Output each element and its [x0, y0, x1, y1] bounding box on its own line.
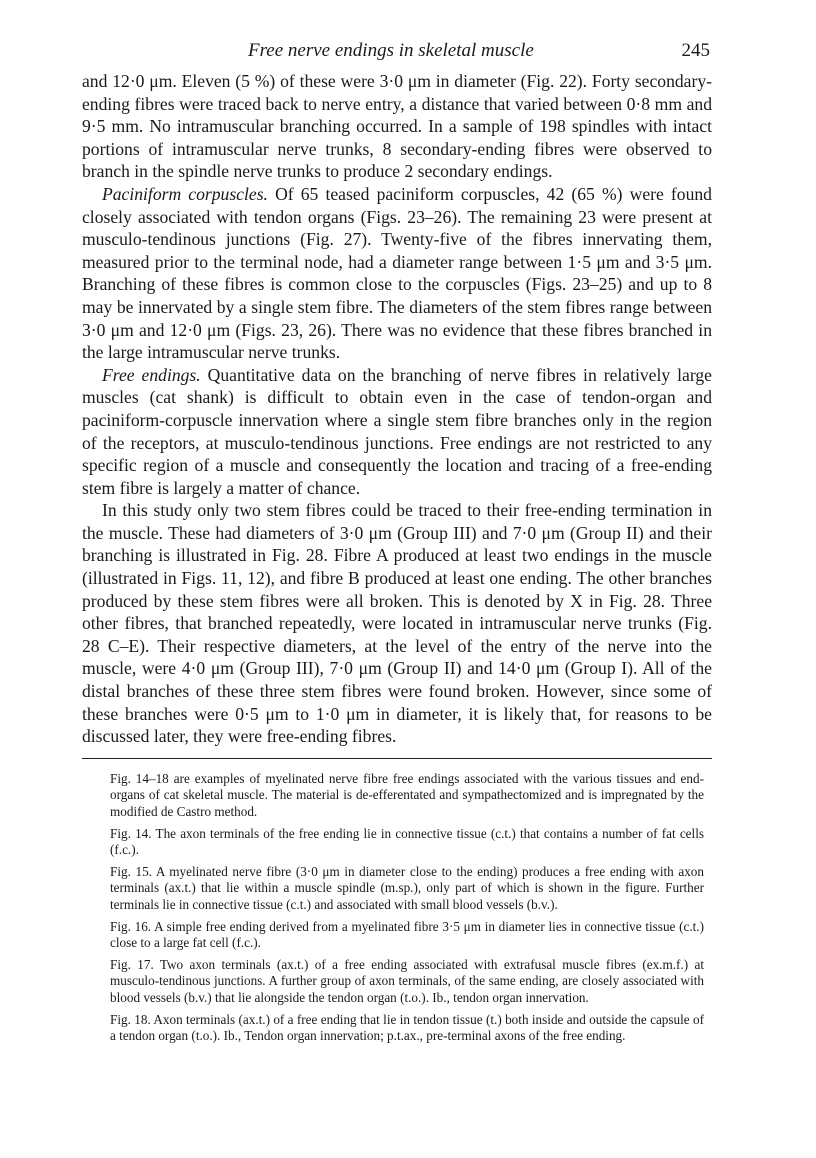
caption-fig-18: Fig. 18. Axon terminals (ax.t.) of a free ending that lie in tendon tissue (t.) both inside and outside the capsule of a tendon organ (t.o.). Ib., Tendon organ innervation; p.t.ax., pre-terminal axons of the free ending. [110, 1011, 704, 1044]
caption-fig-16: Fig. 16. A simple free ending derived from a myelinated fibre 3·5 μm in diameter lies in connective tissue (c.t.) close to a large fat cell (f.c.). [110, 918, 704, 951]
paragraph-4: In this study only two stem fibres could be traced to their free-ending termination in the muscle. These had diameters of 3·0 μm (Group III) and 7·0 μm (Group II) and their branching is illustrated in Fig. 28. Fibre A produced at least two endings in the muscle (illustrated in Figs. 11, 12), and fibre B produced at least one ending. The other branches produced by these stem fibres were all broken. This is denoted by X in Fig. 28. Three other fibres, that branched repeatedly, were located in intramuscular nerve trunks (Fig. 28 C–E). Their respective diameters, at the level of the entry of the nerve into the muscle, were 4·0 μm (Group III), 7·0 μm (Group II) and 14·0 μm (Group I). All of the distal branches of these three stem fibres were found broken. However, since some of these branches were 0·5 μm to 1·0 μm in diameter, it is likely that, for reasons to be discussed later, they were free-ending fibres. [82, 500, 712, 747]
body-text [82, 70, 712, 748]
caption-fig-17: Fig. 17. Two axon terminals (ax.t.) of a free ending associated with extrafusal muscle fibres (ex.m.f.) at musculo-tendinous junctions. A further group of axon terminals, of the same ending, are closely associated with blood vessels (b.v.) that lie alongside the tendon organ (t.o.). Ib., tendon organ innervation. [110, 956, 704, 1005]
paragraph-free-endings [82, 364, 712, 500]
paragraph-free-endings-text: Quantitative data on the branching of nerve fibres in relatively large muscles (cat shank) is difficult to obtain even in the case of tendon-organ and paciniform-corpuscle innervation where a single stem fibre branches only in the region of the receptors, at musculo-tendinous junctions. Free endings are not restricted to any specific region of a muscle and consequently the location and tracing of a free-ending stem fibre is largely a matter of chance. [82, 364, 712, 498]
running-head: Free nerve endings in skeletal muscle [248, 40, 534, 61]
paragraph-1: and 12·0 μm. Eleven (5 %) of these were 3·0 μm in diameter (Fig. 22). Forty secondary-ending fibres were traced back to nerve entry, a distance that varied between 0·8 mm and 9·5 mm. No intramuscular branching occurred. In a sample of 198 spindles with intact portions of intramuscular nerve trunks, 8 secondary-ending fibres were observed to branch in the spindle nerve trunks to produce 2 secondary endings. [82, 71, 712, 182]
caption-divider [82, 758, 712, 759]
caption-intro: Fig. 14–18 are examples of myelinated nerve fibre free endings associated with the various tissues and end-organs of cat skeletal muscle. The material is de-efferentated and sympathectomized and is impregnated by the modified de Castro method. [110, 770, 704, 819]
page-number: 245 [681, 40, 710, 61]
paragraph-paciniform-text: Of 65 teased paciniform corpuscles, 42 (65 %) were found closely associated with tendon organs (Figs. 23–26). The remaining 23 were present at musculo-tendinous junctions (Fig. 27). Twenty-five of the fibres innervating them, measured prior to the terminal node, had a diameter range between 1·5 μm and 3·5 μm. Branching of these fibres is common close to the corpuscles (Figs. 23–25) and up to 8 may be innervated by a single stem fibre. The diameters of the stem fibres range between 3·0 μm and 12·0 μm (Figs. 23, 26). There was no evidence that these fibres branched in the large intramuscular nerve trunks. [82, 183, 712, 363]
run-in-heading-paciniform: Paciniform corpuscles. [102, 183, 268, 204]
caption-fig-14: Fig. 14. The axon terminals of the free ending lie in connective tissue (c.t.) that contains a number of fat cells (f.c.). [110, 825, 704, 858]
figure-captions [82, 771, 712, 1045]
paragraph-paciniform [82, 183, 712, 364]
run-in-heading-free-endings: Free endings. [102, 364, 201, 385]
page-header [82, 40, 712, 70]
caption-fig-15: Fig. 15. A myelinated nerve fibre (3·0 μm in diameter close to the ending) produces a free ending with axon terminals (ax.t.) that lie within a muscle spindle (m.sp.), only part of which is shown in the figure. Further terminals lie in connective tissue (c.t.) and associated with small blood vessels (b.v.). [110, 863, 704, 912]
page [82, 40, 712, 1050]
